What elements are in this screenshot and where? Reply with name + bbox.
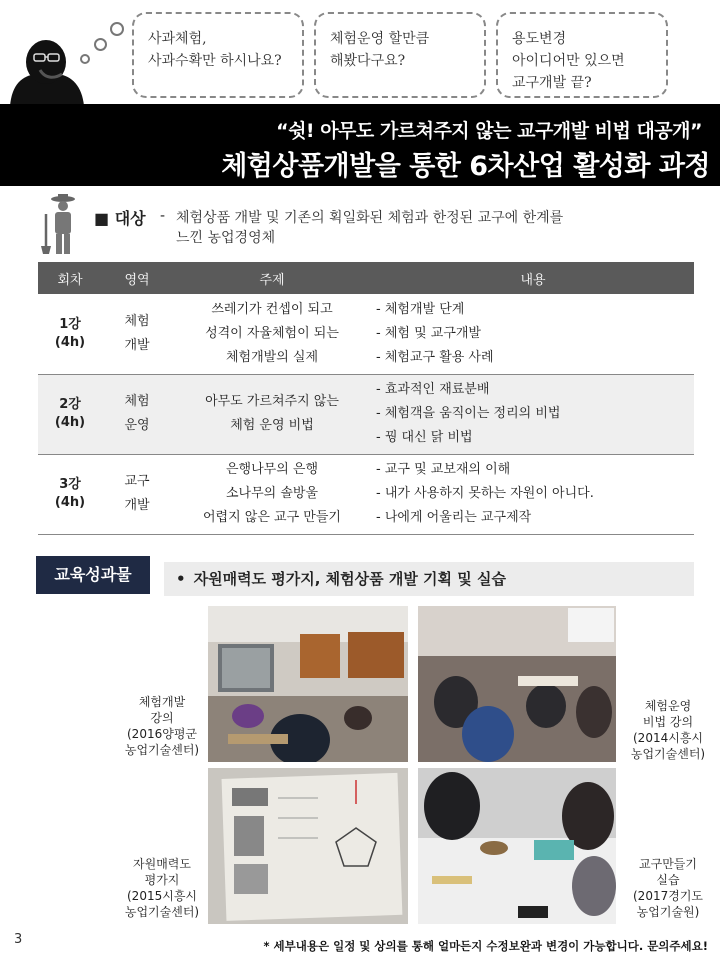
session-cell — [38, 374, 102, 454]
session-hours: (4h) — [54, 495, 86, 510]
session-cell — [38, 294, 102, 374]
content-line: - 체험개발 단계 — [376, 301, 465, 317]
title-banner — [0, 104, 720, 186]
table-row — [38, 454, 694, 534]
area-line: 개발 — [124, 337, 150, 353]
session-hours: (4h) — [54, 334, 86, 350]
topic-cell — [172, 374, 372, 454]
table-header-row — [38, 262, 694, 294]
target-section — [36, 194, 696, 256]
topic-line: 어렵지 않은 교구 만들기 — [203, 510, 341, 525]
farmer-icon — [36, 194, 82, 256]
content-cell — [372, 294, 694, 374]
session-number: 1강 — [59, 316, 81, 332]
page-number: 3 — [14, 932, 23, 947]
header-area: 영역 — [102, 262, 172, 294]
caption-top-right: 체험운영 비법 강의 (2014시흥시 농업기술센터) — [630, 699, 706, 761]
content-cell — [372, 454, 694, 534]
outcomes-summary-bar — [164, 562, 694, 596]
session-cell — [38, 454, 102, 534]
area-cell — [102, 454, 172, 534]
session-hours: (4h) — [54, 415, 86, 430]
thought-dot-small — [80, 54, 90, 64]
outcomes-summary: 자원매력도 평가지, 체험상품 개발 기획 및 실습 — [193, 570, 506, 588]
content-line: - 체험교구 활용 사례 — [376, 349, 494, 365]
topic-cell — [172, 454, 372, 534]
area-cell — [102, 374, 172, 454]
thought-bubble-2: 체험운영 할만큼 해봤다구요? — [314, 12, 486, 98]
table-row — [38, 374, 694, 454]
topic-line: 체험개발의 실제 — [225, 349, 319, 365]
content-line: - 효과적인 재료분배 — [376, 382, 490, 397]
caption-top-left: 체험개발 강의 (2016양평군 농업기술센터) — [124, 695, 200, 757]
table-row — [38, 294, 694, 374]
banner-subtitle: “쉿! 아무도 가르쳐주지 않는 교구개발 비법 대공개” — [276, 120, 702, 142]
header — [0, 0, 720, 186]
content-line: - 나에게 어울리는 교구제작 — [376, 510, 532, 525]
topic-line: 아무도 가르쳐주지 않는 — [205, 394, 339, 409]
content-line: - 꿩 대신 닭 비법 — [376, 430, 473, 445]
banner-title: 체험상품개발을 통한 6차산업 활성화 과정 — [221, 151, 710, 182]
thought-dot-medium — [94, 38, 107, 51]
photo-lecture-room — [208, 606, 408, 762]
area-line: 교구 — [124, 474, 150, 489]
curriculum-table — [38, 262, 694, 535]
session-number: 3강 — [59, 477, 81, 492]
photo-group-session — [418, 606, 616, 762]
content-line: - 체험 및 교구개발 — [376, 325, 481, 341]
target-description: 체험상품 개발 및 기존의 획일화된 체험과 한정된 교구에 한계를 느낀 농업경영체 — [176, 210, 564, 246]
area-cell — [102, 294, 172, 374]
thinking-person-icon — [0, 40, 90, 106]
footnote: * 세부내용은 일정 및 상의를 통해 얼마든지 수정보완과 변경이 가능합니다. 문의주세요! — [263, 939, 708, 953]
caption-bottom-right: 교구만들기 실습 (2017경기도 농업기술원) — [633, 857, 703, 919]
topic-line: 성격이 자율체험이 되는 — [205, 325, 339, 341]
thought-bubble-1: 사과체험, 사과수확만 하시나요? — [132, 12, 304, 98]
content-cell — [372, 374, 694, 454]
target-dash: - — [160, 208, 166, 224]
topic-line: 소나무의 솔방울 — [225, 486, 319, 501]
session-number: 2강 — [59, 397, 81, 412]
photo-evaluation-sheet — [208, 768, 408, 924]
thought-bubble-3: 용도변경 아이디어만 있으면 교구개발 끝? — [496, 12, 668, 98]
topic-line: 체험 운영 비법 — [230, 418, 314, 433]
content-line: - 교구 및 교보재의 이해 — [376, 462, 511, 477]
area-line: 운영 — [124, 418, 150, 433]
topic-line: 쓰레기가 컨셉이 되고 — [211, 301, 333, 317]
content-line: - 체험객을 움직이는 정리의 비법 — [376, 406, 561, 421]
area-line: 체험 — [124, 313, 150, 329]
photo-material-workshop — [418, 768, 616, 924]
outcomes-tag: 교육성과물 — [36, 556, 150, 594]
outcomes-bullet: • — [176, 570, 186, 588]
topic-line: 은행나무의 은행 — [225, 462, 319, 477]
target-label: ■ 대상 — [94, 209, 146, 228]
caption-bottom-left: 자원매력도 평가지 (2015시흥시 농업기술센터) — [124, 857, 200, 919]
area-line: 개발 — [124, 498, 150, 513]
content-line: - 내가 사용하지 못하는 자원이 아니다. — [376, 486, 594, 501]
area-line: 체험 — [124, 394, 150, 409]
header-topic: 주제 — [172, 262, 372, 294]
thought-dot-large — [110, 22, 124, 36]
header-session: 회차 — [38, 262, 102, 294]
header-content: 내용 — [372, 262, 694, 294]
topic-cell — [172, 294, 372, 374]
